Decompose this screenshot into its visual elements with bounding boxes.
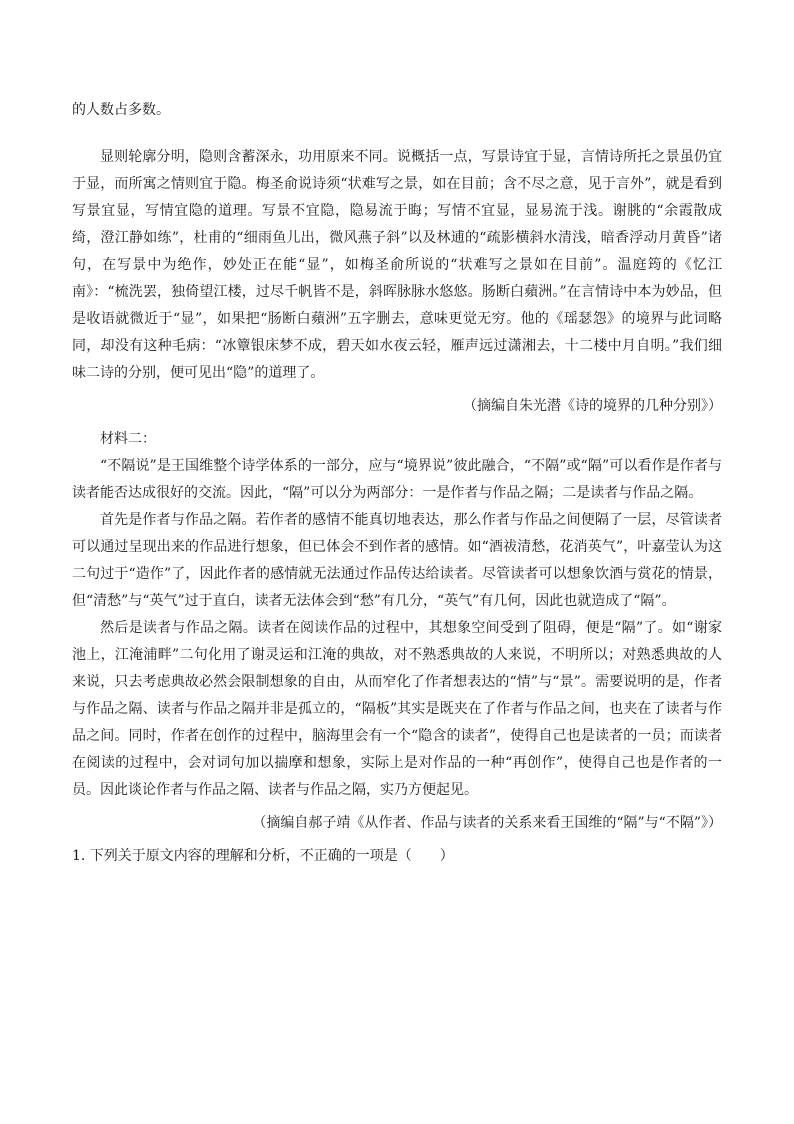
material2-source: （摘编自郝子靖《从作者、作品与读者的关系来看王国维的“隔”与“不隔”》） bbox=[252, 815, 722, 831]
fragment-line: 的人数占多数。 bbox=[72, 102, 170, 118]
material2-label: 材料二： bbox=[100, 431, 156, 447]
question-1: 1. 下列关于原文内容的理解和分析，不正确的一项是（ ） bbox=[72, 848, 454, 864]
material1-paragraph: 显则轮廓分明，隐则含蓄深永，功用原来不同。说概括一点，写景诗宜于显，言情诗所托之景虽仍宜于显，而所寓之情则宜于隐。梅圣俞说诗须“状难写之景，如在目前；含不尽之意，见于言外”，就是看到写景宜显，写情宜隐的道理。写景不宜隐，隐易流于晦；写情不宜显，显易流于浅。谢朓的“余霞散成绮，澄江静如练”，杜甫的“细雨鱼儿出，微风燕子斜”以及林逋的“疏影横斜水清浅，暗香浮动月黄昏”诸句，在写景中为绝作，妙处正在能“显”，如梅圣俞所说的“状难写之景如在目前”。温庭筠的《忆江南》：“梳洗罢，独倚望江楼，过尽千帆皆不是，斜晖脉脉水悠悠。肠断白蘋洲。”在言情诗中本为妙品，但是收语就微近于“显”，如果把“肠断白蘋洲”五字删去，意味更觉无穷。他的《瑶瑟怨》的境界与此词略同，却没有这种毛病：“冰簟银床梦不成，碧天如水夜云轻，雁声远过潇湘去，十二楼中月自明。”我们细味二诗的分别，便可见出“隐”的道理了。 bbox=[72, 149, 722, 381]
material1-source: （摘编自朱光潜《诗的境界的几种分别》） bbox=[463, 398, 722, 414]
material2-paragraph-3: 然后是读者与作品之隔。读者在阅读作品的过程中，其想象空间受到了阻碍，便是“隔”了。如“谢家池上，江淹浦畔”二句化用了谢灵运和江淹的典故，对不熟悉典故的人来说，不明所以；对熟悉典故的人来说，只去考虑典故必然会限制想象的自由，从而窄化了作者想表达的“情”与“景”。需要说明的是，作者与作品之隔、读者与作品之隔并非是孤立的，“隔板”其实是既夹在了作者与作品之间，也夹在了读者与作品之间。同时，作者在创作的过程中，脑海里会有一个“隐含的读者”，使得自己也是读者的一员；而读者在阅读的过程中，会对词句加以揣摩和想象，实际上是对作品的一种“再创作”，使得自己也是作者的一员。因此谈论作者与作品之隔、读者与作品之隔，实乃方便起见。 bbox=[72, 620, 722, 798]
material2-paragraph-2: 首先是作者与作品之隔。若作者的感情不能真切地表达，那么作者与作品之间便隔了一层，尽管读者可以通过呈现出来的作品进行想象，但已体会不到作者的感情。如“酒祓清愁，花消英气”，叶嘉莹认为这二句过于“造作”了，因此作者的感情就无法通过作品传达给读者。尽管读者可以想象饮酒与赏花的情景，但“清愁”与“英气”过于直白，读者无法体会到“愁”有几分，“英气”有几何，因此也就造成了“隔”。 bbox=[72, 512, 722, 609]
material2-paragraph-1: “不隔说”是王国维整个诗学体系的一部分，应与“境界说”彼此融合，“不隔”或“隔”可以看作是作者与读者能否达成很好的交流。因此，“隔”可以分为两部分：一是作者与作品之隔；二是读者与作品之隔。 bbox=[72, 458, 722, 501]
